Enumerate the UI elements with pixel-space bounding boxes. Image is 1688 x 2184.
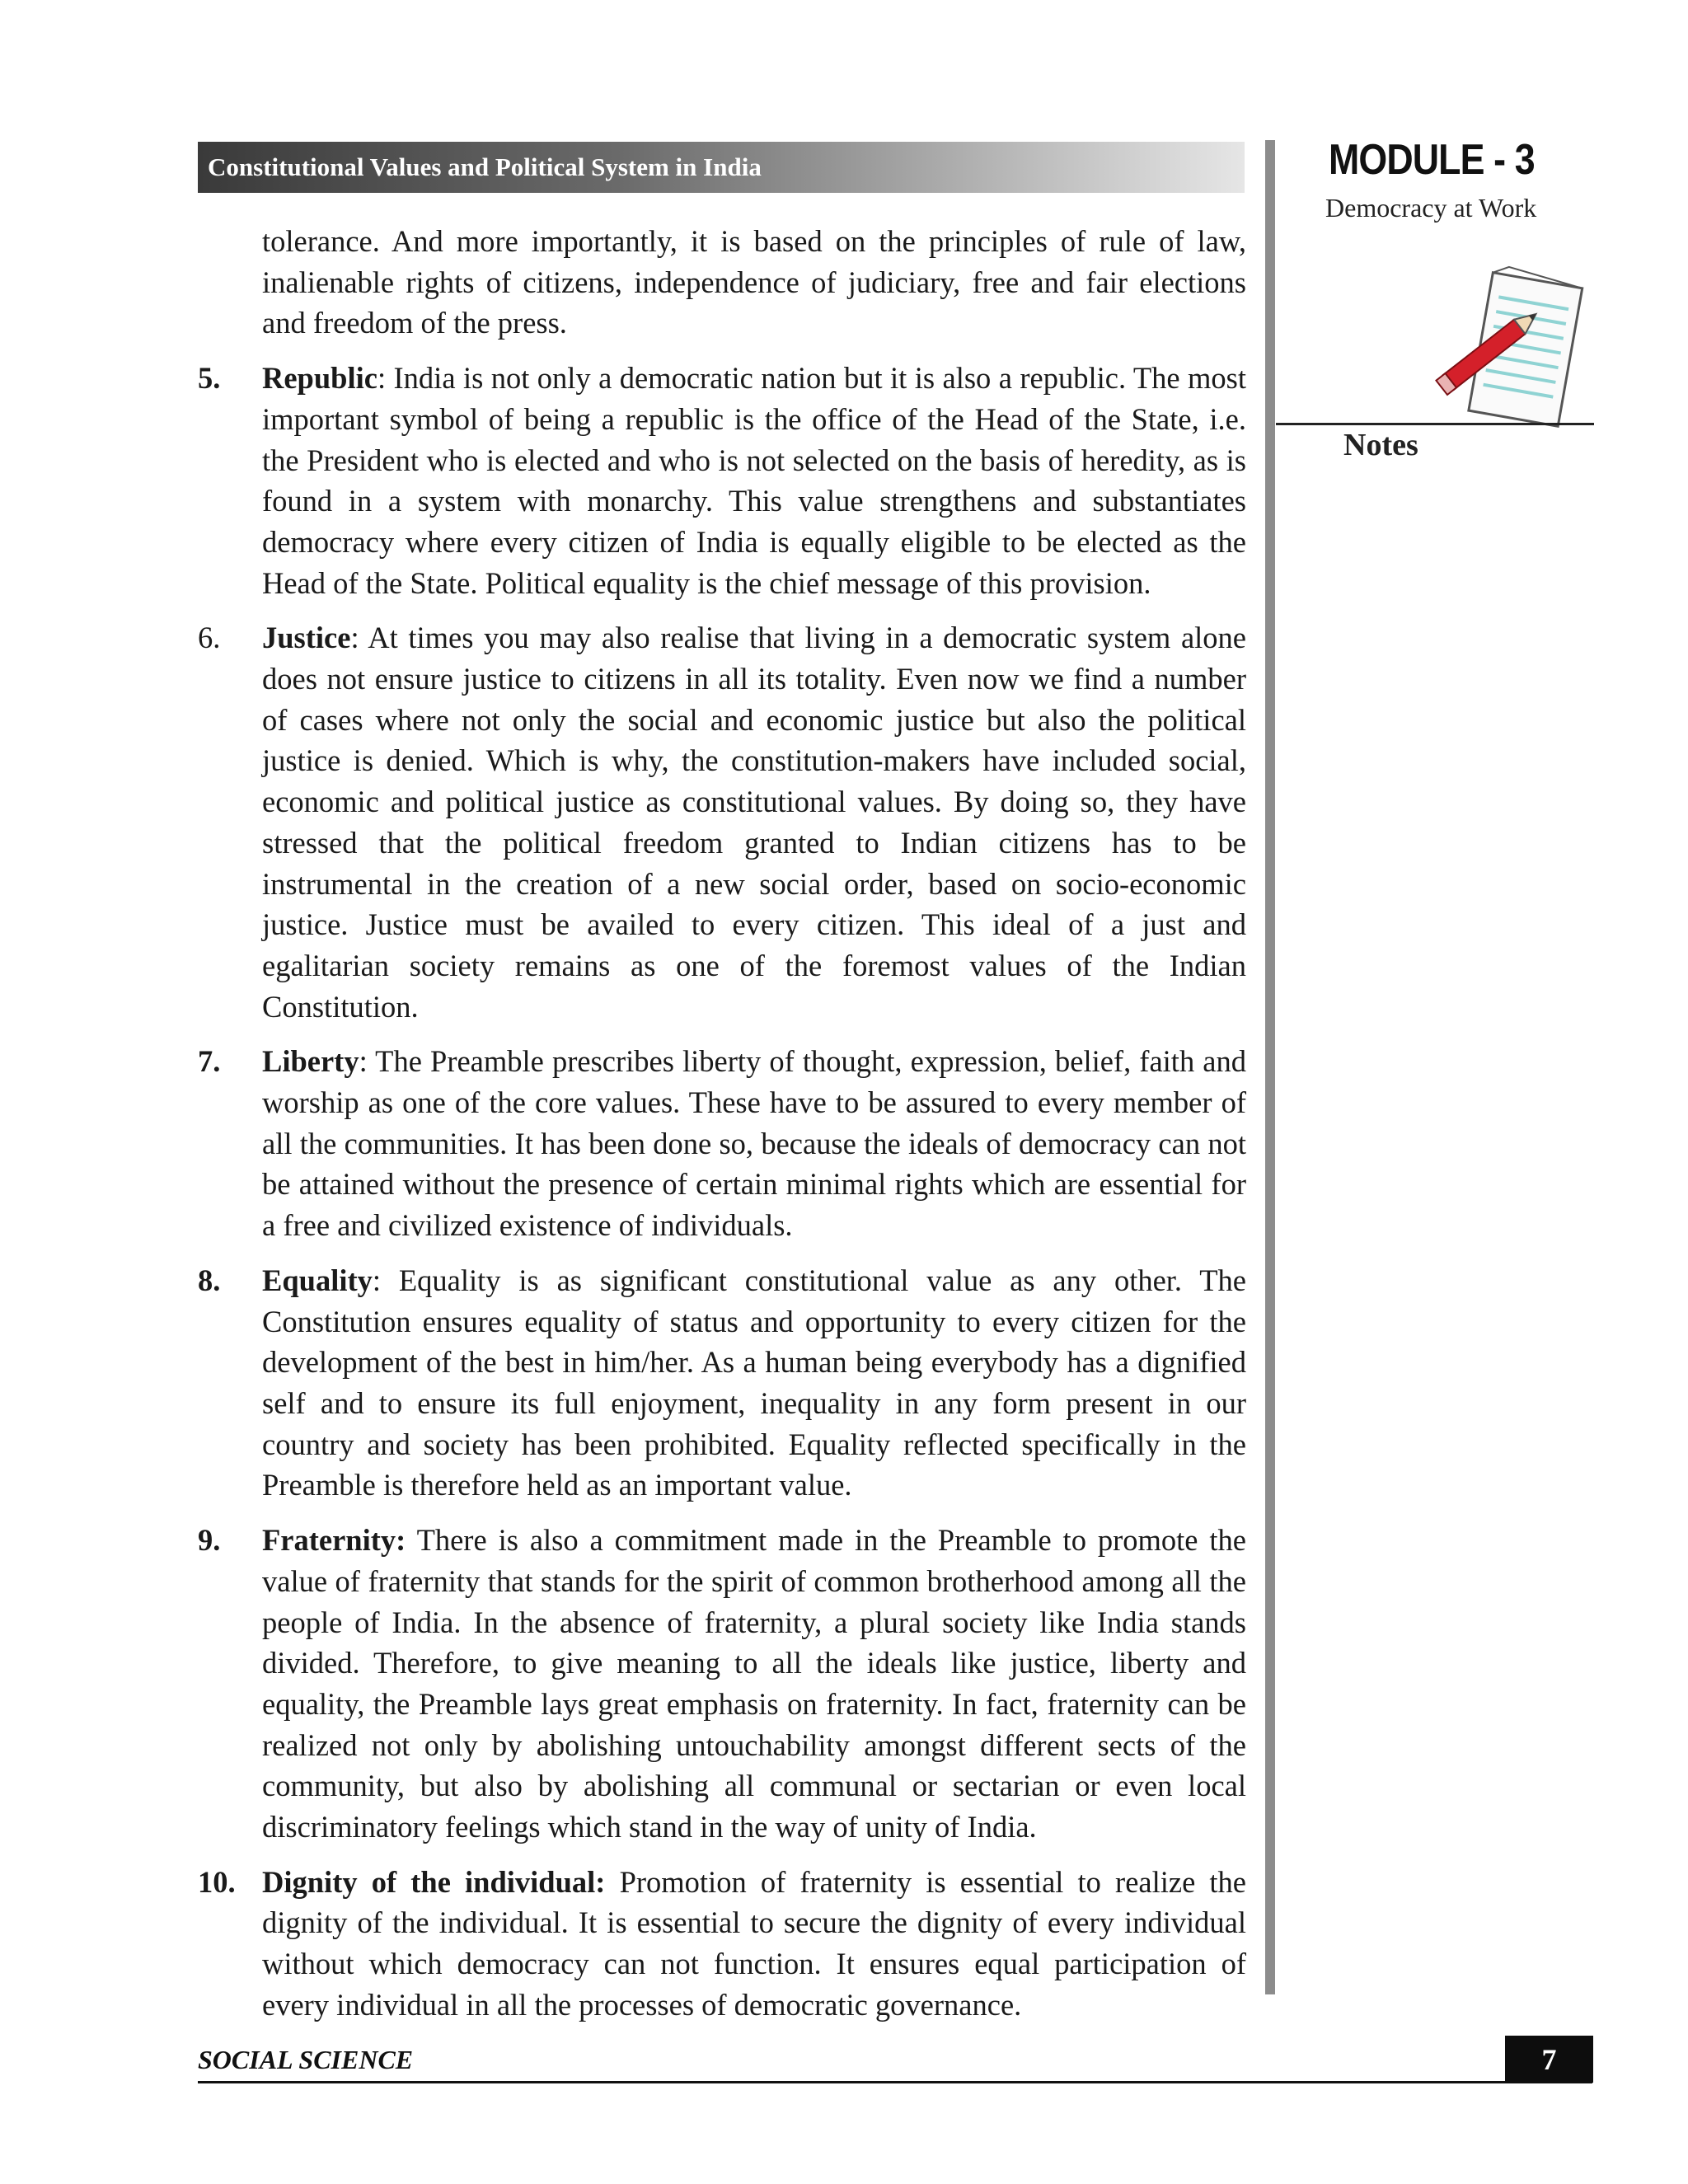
item-term: Republic (262, 361, 377, 396)
item-text: : Equality is as significant constitutional value as any other. The Constitution ensures equality of status and opportunity to every citizen for the development of the best in him/her. As a human being everybody has a dignified self and to ensure its full enjoyment, inequality in any form present in our country and society has been prohibited. Equality reflected specifically in the Preamble is therefore held as an important value. (262, 1263, 1246, 1502)
list-item-justice (198, 617, 1246, 1027)
notepad-pencil-icon (1430, 262, 1595, 443)
item-number: 10. (198, 1864, 236, 1899)
list-item-equality (198, 1260, 1246, 1506)
item-number: 7. (198, 1044, 221, 1079)
list-item-dignity (198, 1862, 1246, 2026)
list-item-republic (198, 358, 1246, 603)
item-text: Promotion of fraternity is essential to realize the dignity of the individual. It is essential to secure the dignity of every individual without which democracy can not function. It ensures equal participation of every individual in all the processes of democratic governance. (262, 1864, 1246, 2022)
item-term: Liberty (262, 1044, 359, 1079)
item-term: Dignity of the individual: (262, 1864, 606, 1899)
item-number: 6. (198, 621, 221, 655)
item-number: 8. (198, 1263, 221, 1297)
item-number: 9. (198, 1523, 221, 1558)
item-text: : At times you may also realise that living in a democratic system alone does not ensure justice to citizens in all its totality. Even now we find a number of cases where not only the social and economic justice but also the political justice is denied. Which is why, the constitution-makers have included social, economic and political justice as constitutional values. By doing so, they have stressed that the political freedom granted to Indian citizens has to be instrumental in the creation of a new social order, based on socio-economic justice. Justice must be availed to every citizen. This ideal of a just and egalitarian society remains as one of the foremost values of the Indian Constitution. (262, 621, 1246, 1024)
list-item-fraternity (198, 1520, 1246, 1848)
item-term: Justice (262, 621, 351, 655)
running-header (198, 142, 1245, 193)
notes-label: Notes (1343, 428, 1418, 462)
item-term: Equality (262, 1263, 373, 1297)
footer-rule (198, 2081, 1592, 2083)
item-term: Fraternity: (262, 1523, 406, 1558)
item-text: : The Preamble prescribes liberty of thought, expression, belief, faith and worship as one of the core values. These have to be assured to every member of all the communities. It has been done so, because the ideals of democracy can not be attained without the presence of certain minimal rights which are essential for a free and civilized existence of individuals. (262, 1044, 1246, 1243)
list-item-liberty (198, 1041, 1246, 1246)
header-title: Constitutional Values and Political System in India (208, 152, 762, 181)
item-text: : India is not only a democratic nation but it is also a republic. The most important symbol of being a republic is the office of the Head of the State, i.e. the President who is elected and who is not selected on the basis of heredity, as is found in a system with monarchy. This value strengthens and substantiates democracy where every citizen of India is equally eligible to be elected as the Head of the State. Political equality is the chief message of this provision. (262, 361, 1246, 600)
footer-subject: SOCIAL SCIENCE (198, 2045, 414, 2074)
margin-divider (1265, 140, 1275, 1994)
module-subtitle: Democracy at Work (1325, 193, 1537, 223)
item-text: There is also a commitment made in the Preamble to promote the value of fraternity that stands for the spirit of common brotherhood among all the people of India. In the absence of fraternity, a plural society like India stands divided. Therefore, to give meaning to all the ideals like justice, liberty and equality, the Preamble lays great emphasis on fraternity. In fact, fraternity can be realized not only by abolishing untouchability amongst different sects of the community, but also by abolishing all communal or sectarian or even local discriminatory feelings which stand in the way of unity of India. (262, 1523, 1246, 1844)
main-content (198, 221, 1246, 2026)
module-title: MODULE - 3 (1329, 136, 1535, 184)
page-number: 7 (1505, 2036, 1593, 2083)
notes-rule (1276, 423, 1594, 425)
item-number: 5. (198, 361, 221, 396)
intro-paragraph: tolerance. And more importantly, it is based on the principles of rule of law, inalienable rights of citizens, independence of judiciary, free and fair elections and freedom of the press. (262, 224, 1246, 340)
